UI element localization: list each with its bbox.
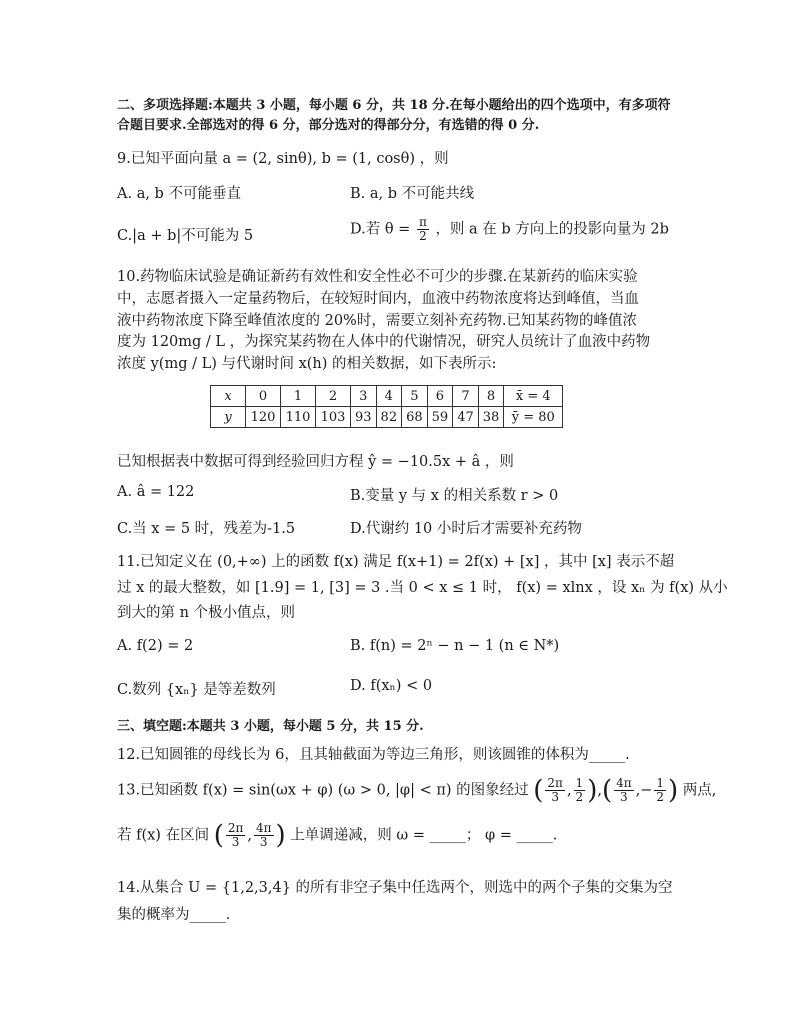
q9-option-b: B. a, b 不可能共线: [350, 186, 475, 202]
table-cell: 38: [478, 407, 504, 428]
q11-line3: 到大的第 n 个极小值点，则: [117, 605, 296, 621]
q14-line1: 14.从集合 U = {1,2,3,4} 的所有非空子集中任选两个，则选中的两个子集的交集为空: [117, 880, 673, 896]
table-cell: 103: [316, 407, 351, 428]
frac-den: 2: [656, 790, 665, 804]
q9-d-frac-den: 2: [419, 229, 427, 243]
q13-i2: [254, 822, 274, 849]
table-cell: 2: [316, 386, 351, 407]
q13-prefix: 13.已知函数 f(x) = sin(ωx + φ) (ω > 0, |φ| < π) 的图象经过: [117, 782, 529, 799]
q11-option-a: A. f(2) = 2: [117, 638, 194, 654]
section3-header: 三、填空题:本题共 3 小题，每小题 5 分，共 15 分.: [117, 719, 424, 734]
section2-header-line1: 二、多项选择题:本题共 3 小题，每小题 6 分，共 18 分.在每小题给出的四个选项中，有多项符: [117, 98, 671, 113]
q9-d-frac-num: π: [418, 215, 427, 229]
frac-den: 3: [620, 790, 628, 804]
q9-option-a: A. a, b 不可能垂直: [117, 186, 241, 202]
table-cell: 110: [281, 407, 316, 428]
q11-option-c: C.数列 {xₙ} 是等差数列: [117, 682, 276, 698]
q9-option-c: C.|a + b|不可能为 5: [117, 228, 254, 244]
table-cell: 59: [427, 407, 453, 428]
frac-num: 2π: [547, 776, 563, 790]
frac-den: 3: [551, 790, 559, 804]
q13-p2-x: [614, 777, 634, 804]
q11-line1: 11.已知定义在 (0,+∞) 上的函数 f(x) 满足 f(x+1) = 2f(x) + [x] ，其中 [x] 表示不超: [117, 554, 675, 570]
q10-line2: 中，志愿者摄入一定量药物后，在较短时间内，血液中药物浓度将达到峰值，当血: [117, 291, 639, 307]
q13-i1: [226, 822, 246, 849]
frac-num: 4π: [616, 776, 632, 790]
frac-num: 1: [575, 776, 584, 790]
table-cell: 68: [402, 407, 428, 428]
q13-p1-y: [574, 777, 586, 804]
table-cell: 4: [376, 386, 402, 407]
q10-regression: 已知根据表中数据可得到经验回归方程 ŷ = −10.5x + â ，则: [117, 454, 514, 470]
table-cell: 6: [427, 386, 453, 407]
q13-line2-prefix: 若 f(x) 在区间: [117, 827, 210, 844]
table-cell-x-mean: x̄ = 4: [504, 386, 563, 407]
table-row-x: [211, 386, 563, 407]
table-cell: 3: [351, 386, 377, 407]
table-cell: 47: [453, 407, 479, 428]
q10-line5: 浓度 y(mg / L) 与代谢时间 x(h) 的相关数据，如下表所示:: [117, 356, 497, 372]
frac-den: 2: [575, 790, 584, 804]
q14-line2: 集的概率为_____.: [117, 907, 231, 923]
section2-header-line2: 合题目要求.全部选对的得 6 分，部分选对的得部分分，有选错的得 0 分.: [117, 118, 540, 133]
table-cell-y-label: y: [211, 407, 246, 428]
table-cell: 120: [246, 407, 281, 428]
table-cell-y-mean: ȳ = 80: [504, 407, 563, 428]
table-row-y: [211, 407, 563, 428]
q10-option-b: B.变量 y 与 x 的相关系数 r > 0: [350, 488, 559, 504]
table-cell-x-label: x: [211, 386, 246, 407]
frac-den: 3: [259, 835, 268, 849]
frac-den: 3: [231, 835, 240, 849]
q13-suffix: 两点,: [682, 782, 717, 799]
table-cell: 0: [246, 386, 281, 407]
q11-option-b: B. f(n) = 2ⁿ − n − 1 (n ∈ N*): [350, 638, 560, 654]
q13-line1: 13.已知函数 f(x) = sin(ωx + φ) (ω > 0, |φ| < π) 的图象经过 ( $\frac{2\pi}{3}$ , $\frac{1}{2}$ ),( $\frac{4\pi}{3}$ ,− $\frac{1}{2}$ ) 两点,: [117, 775, 717, 806]
table-cell: 1: [281, 386, 316, 407]
q10-option-c: C.当 x = 5 时，残差为-1.5: [117, 521, 296, 537]
q9-option-d-suffix: ，则 a 在 b 方向上的投影向量为 2b: [435, 221, 669, 238]
table-cell: 7: [453, 386, 479, 407]
q9-stem: 9.已知平面向量 a = (2, sinθ), b = (1, cosθ) ，则: [117, 151, 449, 167]
frac-num: 2π: [227, 821, 244, 835]
frac-num: 1: [656, 776, 665, 790]
q13-p2-y: [654, 777, 666, 804]
table-cell: 82: [376, 407, 402, 428]
q10-line1: 10.药物临床试验是确证新药有效性和安全性必不可少的步骤.在某新药的临床实验: [117, 269, 638, 285]
q10-option-d: D.代谢约 10 小时后才需要补充药物: [350, 521, 582, 537]
table-cell: 8: [478, 386, 504, 407]
q11-option-d: D. f(xₙ) < 0: [350, 678, 433, 694]
table-cell: 93: [351, 407, 377, 428]
q10-data-table: [210, 385, 563, 428]
q13-p1-x: [545, 777, 565, 804]
q10-line4: 度为 120mg / L ，为探究某药物在人体中的代谢情况，研究人员统计了血液中药物: [117, 334, 651, 350]
frac-num: 4π: [255, 821, 272, 835]
q10-line3: 液中药物浓度下降至峰值浓度的 20%时，需要立刻补充药物.已知某药物的峰值浓: [117, 313, 637, 329]
q12-text: 12.已知圆锥的母线长为 6，且其轴截面为等边三角形，则该圆锥的体积为_____.: [117, 747, 630, 763]
q10-option-a: A. â = 122: [117, 484, 195, 500]
q13-line2-suffix: 上单调递减，则 ω = _____； φ = _____.: [290, 827, 558, 844]
table-cell: 5: [402, 386, 428, 407]
q9-option-d-fraction: [417, 216, 429, 243]
q9-option-d-prefix: D.若 θ =: [350, 221, 411, 238]
q9-option-d: [350, 216, 669, 243]
q13-line2: 若 f(x) 在区间 ( $\frac{2\pi}{3}$ , $\frac{4\pi}{3}$ ) 上单调递减，则 ω = _____； φ = _____.: [117, 820, 558, 851]
q11-line2: 过 x 的最大整数，如 [1.9] = 1, [3] = 3 .当 0 < x ≤ 1 时， f(x) = xlnx ，设 xₙ 为 f(x) 从小: [117, 580, 728, 596]
